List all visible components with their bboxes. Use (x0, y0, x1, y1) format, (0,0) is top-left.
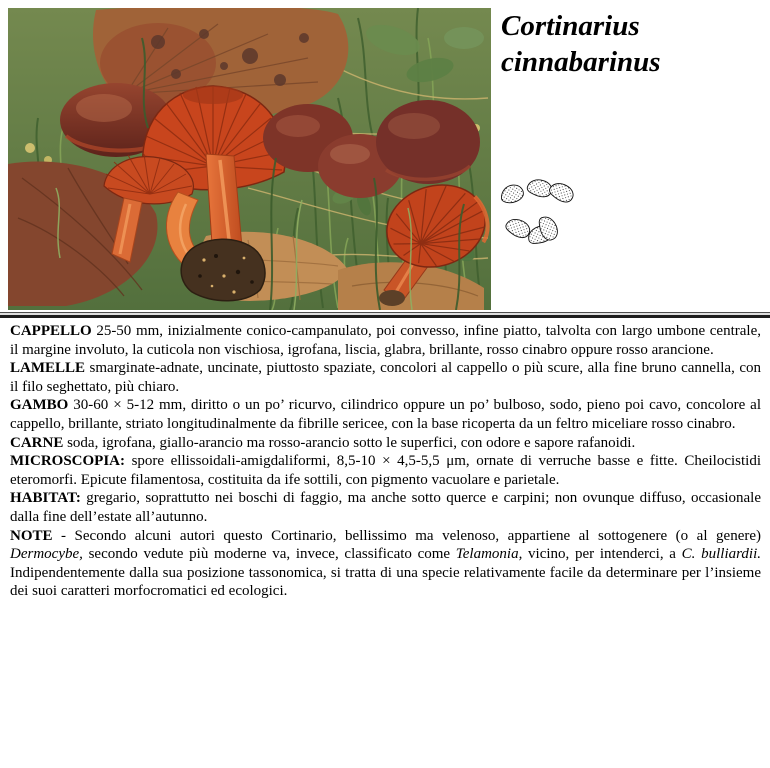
mushroom-photo-illustration (8, 8, 491, 310)
paragraph-habitat: HABITAT: gregario, soprattutto nei boschi di faggio, ma anche sotto querce e carpini; non ovunque diffuso, occasionale dalla fine dell’estate all’autunno. (10, 490, 761, 525)
spore-drawing-illustration (497, 175, 581, 255)
description-text (10, 322, 761, 601)
paragraph-gambo: GAMBO 30-60 × 5-12 mm, diritto o un po’ ricurvo, cilindrico oppure un po’ bulboso, sodo, pieno poi cavo, concolore al cappello, brillante, striato longitudinalmente da fibrille sericee, con la base ricoperta da un feltro miceliare rosso cinabro. (10, 397, 761, 432)
species-title (501, 8, 661, 80)
divider-rule (0, 312, 770, 318)
paragraph-carne: CARNE soda, igrofana, giallo-arancio ma rosso-arancio sotto le superfici, con odore e sapore rafanoidi. (10, 434, 636, 451)
paragraph-cappello: CAPPELLO 25-50 mm, inizialmente conico-campanulato, poi convesso, infine piatto, talvolta con largo umbone centrale, il margine involuto, la cuticola non vischiosa, igrofana, liscia, glabra, brillante, rosso cinabro oppure rosso arancione. (10, 323, 761, 358)
species-title-epithet: cinnabarinus (501, 46, 661, 78)
dirt-clump (181, 239, 265, 301)
spore-drawing (497, 175, 581, 255)
mushroom-photo (8, 8, 491, 310)
paragraph-lamelle: LAMELLE smarginate-adnate, uncinate, piuttosto spaziate, concolori al cappello o più scure, alla fine bruno cannella, con il filo seghettato, più chiaro. (10, 360, 761, 395)
paragraph-note: NOTE - Secondo alcuni autori questo Cortinario, bellissimo ma velenoso, appartiene al sottogenere (o al genere) Dermocybe, secondo vedute più moderne va, invece, classificato come Telamonia, vicino, per intenderci, a C. bulliardii. Indipendentemente dalla sua posizione tassonomica, si tratta di una specie relativamente facile da determinare per l’insieme dei suoi caratteri morfocromatici ed ecologici. (10, 527, 761, 600)
paragraph-microscopia: MICROSCOPIA: spore ellissoidali-amigdaliformi, 8,5-10 × 4,5-5,5 μm, ornate di verruche basse e fitte. Cheilocistidi eteromorfi. Epicute filamentosa, costituita da ife sottili, con pigmento vacuolare e parietale. (10, 453, 761, 488)
species-title-genus: Cortinarius (501, 10, 640, 42)
